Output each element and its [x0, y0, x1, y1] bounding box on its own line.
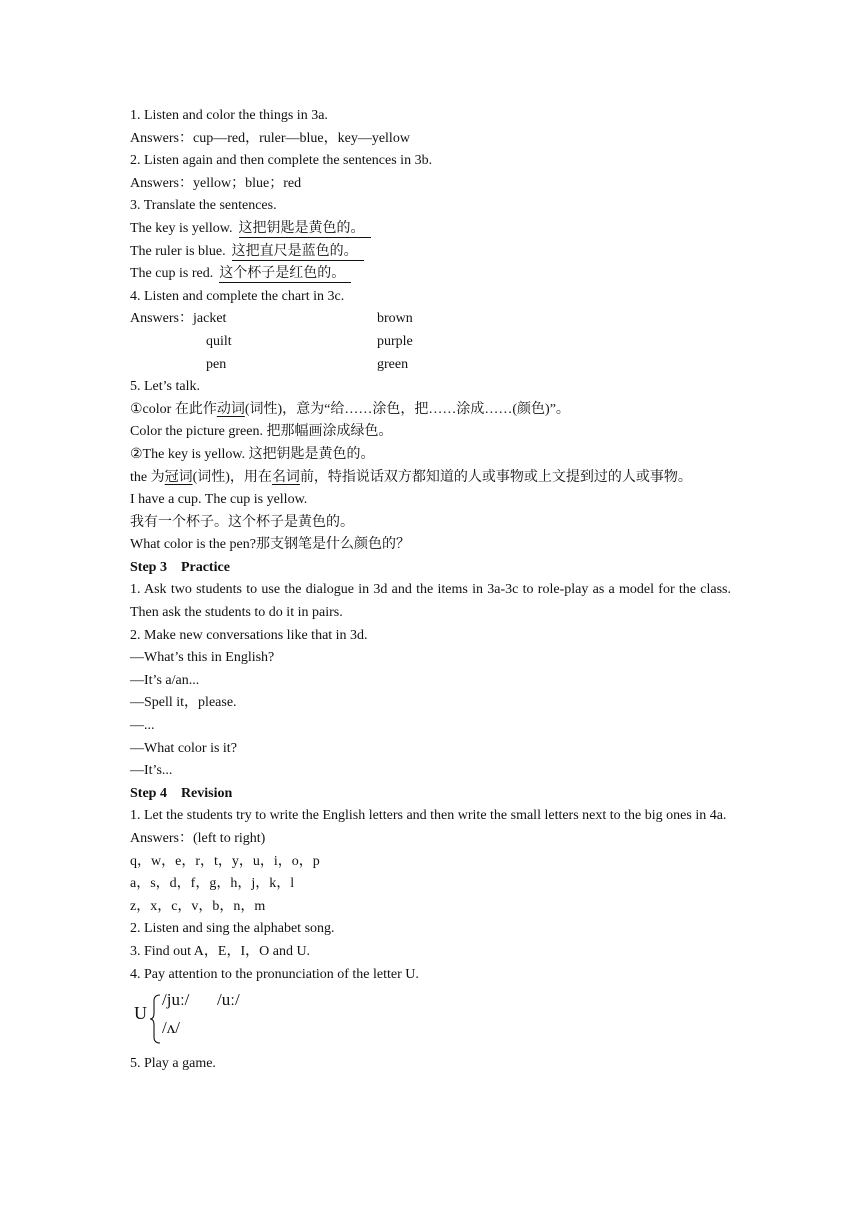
text-span: the 为: [130, 469, 165, 485]
underlined-term: 动词: [216, 401, 245, 417]
paragraph: 1. Let the students try to write the English letters and then write the small letters next to the big ones in 4a.: [130, 808, 727, 824]
chart-color: purple: [377, 333, 413, 349]
text-line: 2. Listen and sing the alphabet song.: [130, 921, 335, 937]
chart-answer-row: [130, 331, 731, 354]
answers-prefix: Answers：: [130, 311, 193, 327]
letters-line: z，x，c，v，b，n，m: [130, 898, 266, 914]
text-span: (词性)，用在: [192, 469, 272, 485]
english-sentence: The cup is red.: [130, 266, 214, 282]
english-sentence: The key is yellow.: [130, 220, 233, 236]
dialogue-line: —What’s this in English?: [130, 650, 275, 666]
paragraph: 1. Ask two students to use the dialogue in 3d and the items in 3a-3c to role-play as a model for the class. Then ask the students to do it in pairs.: [130, 582, 731, 621]
translation-line: [130, 263, 731, 286]
text-line: Answers：(left to right): [130, 831, 266, 846]
phonetic-symbol: /ʌ/: [162, 1018, 180, 1038]
text-line: [130, 399, 731, 422]
text-line: 2. Listen again and then complete the sentences in 3b.: [130, 153, 433, 169]
text-span: ①color 在此作: [130, 401, 217, 417]
pronunciation-diagram: [130, 989, 731, 1047]
text-span: (词性)，意为“给……涂色，把……涂成……(颜色)”。: [244, 401, 570, 417]
text-line: [130, 467, 731, 490]
phonetic-symbol: /uː/: [217, 990, 240, 1010]
chinese-translation: 这个杯子是红色的。: [219, 266, 351, 283]
text-line: 4. Pay attention to the pronunciation of the letter U.: [130, 966, 419, 982]
text-line: 3. Find out A，E，I，O and U.: [130, 943, 311, 959]
dialogue-line: —What color is it?: [130, 740, 237, 756]
underlined-term: 冠词: [164, 469, 193, 485]
text-line: I have a cup. The cup is yellow.: [130, 492, 308, 508]
step-heading: Step 3 Practice: [130, 559, 230, 575]
chart-answer-row: [130, 354, 731, 377]
chinese-translation: 这把直尺是蓝色的。: [232, 244, 364, 261]
translation-line: [130, 218, 731, 241]
chart-item: quilt: [206, 333, 232, 349]
step-heading: Step 4 Revision: [130, 785, 233, 801]
chart-item: pen: [206, 356, 227, 372]
text-line: 5. Let’s talk.: [130, 379, 200, 395]
text-span: 前，特指说话双方都知道的人或事物或上文提到过的人或事物。: [299, 469, 692, 485]
dialogue-line: —Spell it，please.: [130, 695, 237, 711]
chinese-translation: 这把钥匙是黄色的。: [239, 221, 371, 238]
document-page: [130, 105, 731, 1076]
text-line: 2. Make new conversations like that in 3d.: [130, 627, 368, 643]
chart-answer-row: [130, 308, 731, 331]
translation-line: [130, 241, 731, 264]
text-line: Answers：yellow；blue；red: [130, 175, 302, 191]
phonetic-symbol: /juː/: [162, 990, 190, 1010]
text-line: 5. Play a game.: [130, 1056, 216, 1072]
dialogue-line: —It’s a/an...: [130, 672, 200, 688]
chart-item: jacket: [193, 311, 227, 327]
text-line: Answers：cup—red，ruler—blue，key—yellow: [130, 130, 410, 146]
text-line: ②The key is yellow. 这把钥匙是黄色的。: [130, 446, 375, 462]
brace-icon: [150, 993, 162, 1045]
letters-line: a，s，d，f，g，h，j，k，l: [130, 876, 295, 892]
letter-u: U: [134, 1003, 147, 1024]
text-line: 我有一个杯子。这个杯子是黄色的。: [130, 514, 354, 530]
chart-color: brown: [377, 311, 413, 327]
text-line: Color the picture green. 把那幅画涂成绿色。: [130, 424, 393, 440]
dialogue-line: —...: [130, 718, 155, 734]
underlined-term: 名词: [271, 469, 300, 485]
chart-color: green: [377, 356, 409, 372]
text-line: 3. Translate the sentences.: [130, 198, 277, 214]
text-line: What color is the pen?那支钢笔是什么颜色的？: [130, 537, 410, 553]
letters-line: q，w，e，r，t，y，u，i，o，p: [130, 853, 320, 869]
text-line: 1. Listen and color the things in 3a.: [130, 108, 328, 123]
text-line: 4. Listen and complete the chart in 3c.: [130, 288, 345, 304]
english-sentence: The ruler is blue.: [130, 243, 226, 259]
dialogue-line: —It’s...: [130, 763, 173, 779]
